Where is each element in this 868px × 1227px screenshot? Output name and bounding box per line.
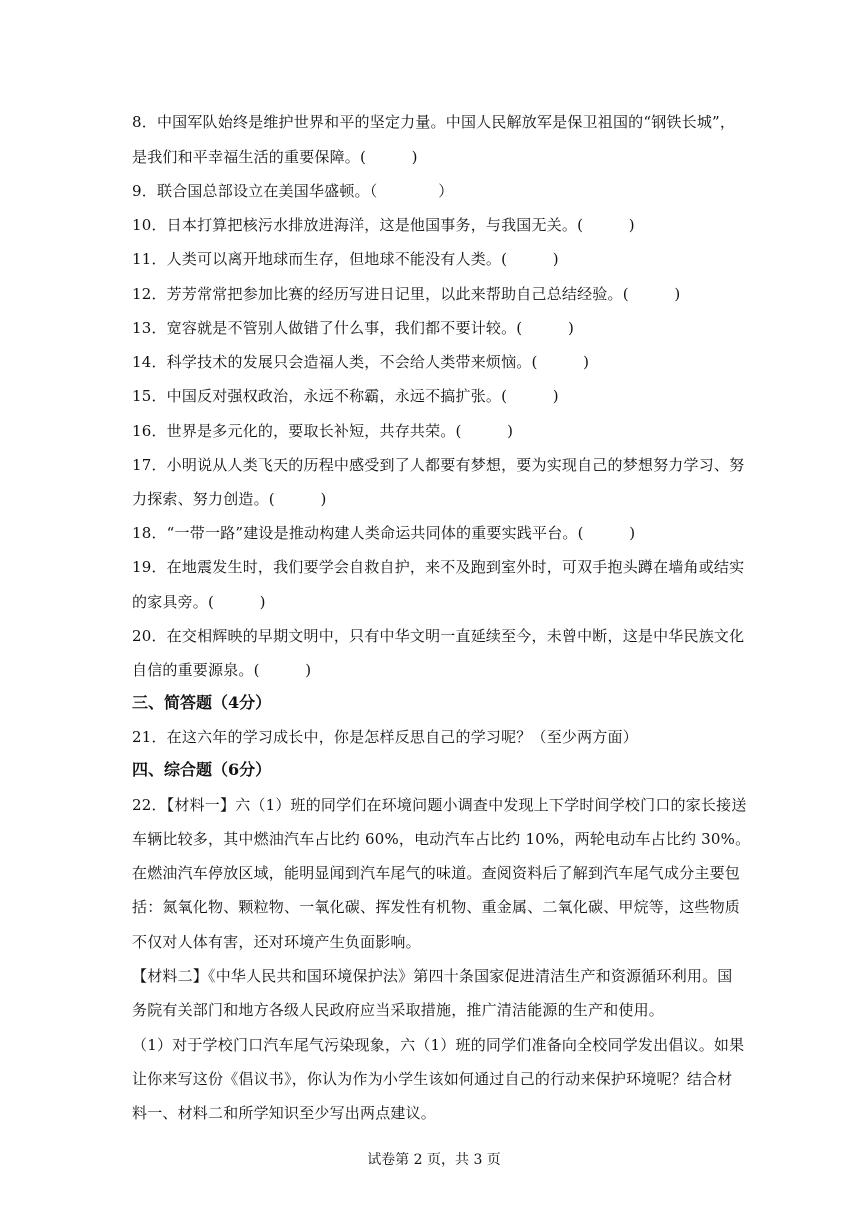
question-8-line-1: 8．中国军队始终是维护世界和平的坚定力量。中国人民解放军是保卫祖国的“钢铁长城”， bbox=[132, 113, 736, 131]
question-21: 21．在这六年的学习成长中，你是怎样反思自己的学习呢？（至少两方面） bbox=[132, 728, 638, 746]
question-22-line-2: 车辆比较多，其中燃油汽车占比约 60%，电动汽车占比约 10%，两轮电动车占比约 30%。 bbox=[132, 830, 751, 848]
question-22-line-3: 在燃油汽车停放区域，能明显闻到汽车尾气的味道。查阅资料后了解到汽车尾气成分主要包 bbox=[132, 864, 741, 882]
question-11: 11．人类可以离开地球而生存，但地球不能没有人类。( ) bbox=[132, 250, 559, 268]
question-17-line-2: 力探索、努力创造。( ) bbox=[132, 490, 327, 508]
question-10: 10．日本打算把核污水排放进海洋，这是他国事务，与我国无关。( ) bbox=[132, 216, 635, 234]
material-2-line-2: 务院有关部门和地方各级人民政府应当采取措施，推广清洁能源的生产和使用。 bbox=[132, 1001, 665, 1019]
question-17-line-1: 17．小明说从人类飞天的历程中感受到了人都要有梦想，要为实现自己的梦想努力学习、努 bbox=[132, 456, 745, 474]
question-20-line-1: 20．在交相辉映的早期文明中，只有中华文明一直延续至今，未曾中断，这是中华民族文化 bbox=[132, 627, 745, 645]
question-9: 9．联合国总部设立在美国华盛顿。（ ） bbox=[132, 182, 454, 200]
question-19-line-2: 的家具旁。( ) bbox=[132, 593, 266, 611]
sub-question-1-line-3: 料一、材料二和所学知识至少写出两点建议。 bbox=[132, 1104, 437, 1122]
section-3-heading: 三、简答题（4分） bbox=[132, 693, 272, 712]
question-20-line-2: 自信的重要源泉。( ) bbox=[132, 661, 312, 679]
question-18: 18．“一带一路”建设是推动构建人类命运共同体的重要实践平台。( ) bbox=[132, 524, 636, 542]
question-22-line-5: 不仅对人体有害，还对环境产生负面影响。 bbox=[132, 933, 421, 951]
question-22-line-1: 22．【材料一】六（1）班的同学们在环境问题小调查中发现上下学时间学校门口的家长接送 bbox=[132, 796, 747, 814]
question-13: 13．宽容就是不管别人做错了什么事，我们都不要计较。( ) bbox=[132, 319, 574, 337]
sub-question-1-line-1: （1）对于学校门口汽车尾气污染现象，六（1）班的同学们准备向全校同学发出倡议。如果 bbox=[132, 1036, 745, 1054]
material-2-line-1: 【材料二】《中华人民共和国环境保护法》第四十条国家促进清洁生产和资源循环利用。国 bbox=[132, 967, 733, 985]
question-8-line-2: 是我们和平幸福生活的重要保障。( ) bbox=[132, 148, 418, 166]
question-19-line-1: 19．在地震发生时，我们要学会自救自护，来不及跑到室外时，可双手抱头蹲在墙角或结实 bbox=[132, 558, 745, 576]
section-4-heading: 四、综合题（6分） bbox=[132, 760, 272, 779]
sub-question-1-line-2: 让你来写这份《倡议书》，你认为作为小学生该如何通过自己的行动来保护环境呢？结合材 bbox=[132, 1070, 733, 1088]
question-15: 15．中国反对强权政治，永远不称霸，永远不搞扩张。( ) bbox=[132, 387, 559, 405]
question-14: 14．科学技术的发展只会造福人类，不会给人类带来烦恼。( ) bbox=[132, 353, 590, 371]
page-footer: 试卷第 2 页，共 3 页 bbox=[367, 1152, 501, 1168]
question-22-line-4: 括：氮氧化物、颗粒物、一氧化碳、挥发性有机物、重金属、二氧化碳、甲烷等，这些物质 bbox=[132, 898, 741, 916]
question-12: 12．芳芳常常把参加比赛的经历写进日记里，以此来帮助自己总结经验。( ) bbox=[132, 285, 681, 303]
question-16: 16．世界是多元化的，要取长补短，共存共荣。( ) bbox=[132, 422, 514, 440]
